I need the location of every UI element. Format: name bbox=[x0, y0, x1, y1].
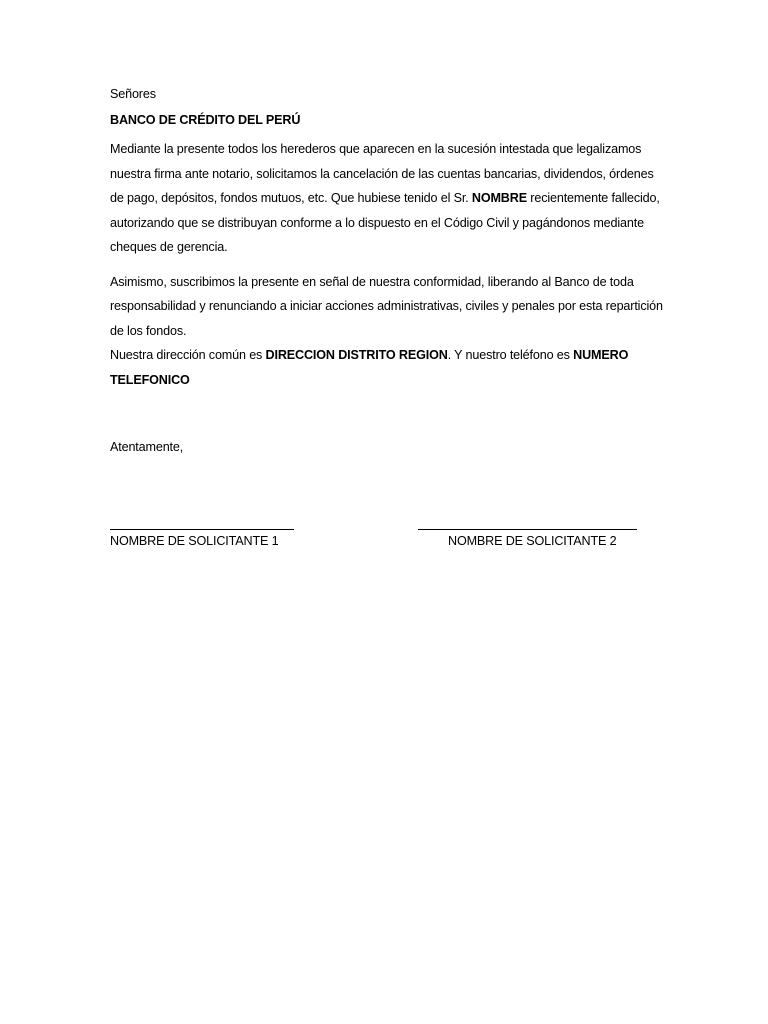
paragraph-contact-text-b: . Y nuestro teléfono es bbox=[447, 348, 574, 362]
closing: Atentamente, bbox=[110, 440, 184, 454]
paragraph-contact-text-a: Nuestra dirección común es bbox=[110, 348, 266, 362]
recipient-bank: BANCO DE CRÉDITO DEL PERÚ bbox=[110, 113, 301, 127]
signature-name: NOMBRE DE SOLICITANTE 1 bbox=[110, 534, 279, 548]
address-placeholder: DIRECCION DISTRITO REGION bbox=[265, 348, 448, 362]
signature-block-1 bbox=[110, 515, 294, 549]
paragraph-conformity: Asimismo, suscribimos la presente en señal de nuestra conformidad, liberando al Banco de toda responsabilidad y renunciando a iniciar acciones administrativas, civiles y penales por esta repartición de los fondos. bbox=[110, 274, 663, 338]
paragraph-contact bbox=[110, 343, 670, 392]
phone-placeholder: NUMERO TELEFONICO bbox=[110, 348, 629, 387]
deceased-name-placeholder: NOMBRE bbox=[471, 191, 527, 205]
signature-line bbox=[418, 515, 637, 530]
paragraph-request-text-a: Mediante la presente todos los herederos que aparecen en la sucesión intestada que legalizamos nuestra firma ante notario, solicitamos la cancelación de las cuentas bancarias, dividendos, órdenes de pago, depósitos, fondos mutuos, etc. Que hubiese tenido el Sr. bbox=[110, 142, 654, 205]
signature-name: NOMBRE DE SOLICITANTE 2 bbox=[448, 534, 617, 548]
letter-body bbox=[110, 85, 670, 456]
signature-line bbox=[110, 515, 294, 530]
paragraph-request-text-b: recientemente fallecido, autorizando que se distribuyan conforme a lo dispuesto en el Código Civil y pagándonos mediante cheques de gerencia. bbox=[110, 191, 660, 254]
greeting: Señores bbox=[110, 87, 156, 101]
paragraph-request bbox=[110, 137, 670, 260]
signature-area bbox=[0, 515, 768, 565]
signature-block-2 bbox=[418, 515, 637, 549]
